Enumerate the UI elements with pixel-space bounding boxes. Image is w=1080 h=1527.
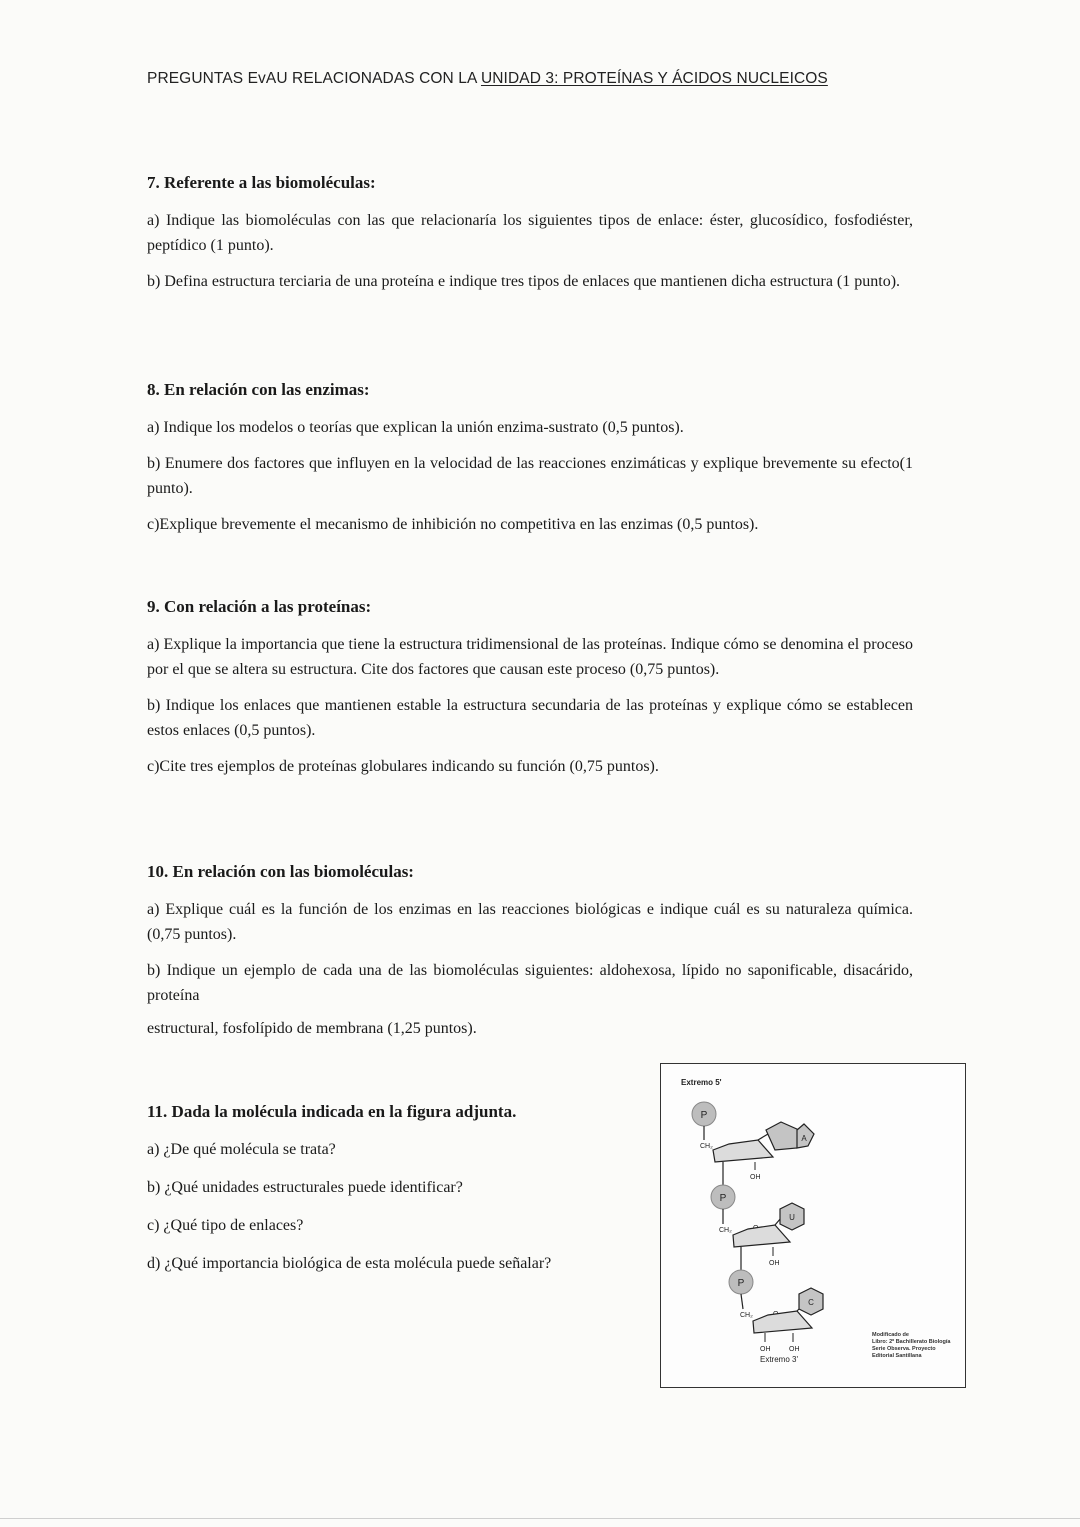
question-10-b-continued: estructural, fosfolípido de membrana (1,25 puntos). xyxy=(147,1020,477,1037)
ch2-3-label: CH₂ xyxy=(740,1312,753,1319)
question-11-title: 11. Dada la molécula indicada en la figura adjunta. xyxy=(147,1102,517,1121)
question-7-b: b) Defina estructura terciaria de una proteína e indique tres tipos de enlaces que mantienen dicha estructura (1 punto). xyxy=(147,273,901,290)
question-8-title: 8. En relación con las enzimas: xyxy=(147,380,370,399)
question-7 xyxy=(147,172,913,305)
question-11-d: d) ¿Qué importancia biológica de esta molécula puede señalar? xyxy=(147,1255,552,1272)
credit-line-2: Libro: 2º Bachillerato Biología xyxy=(872,1339,951,1345)
phosphate-2-label: P xyxy=(719,1193,727,1204)
question-10-b: b) Indique un ejemplo de cada una de las biomoléculas siguientes: aldohexosa, lípido no saponificable, disacárido, proteína xyxy=(147,962,913,1004)
bond-3 xyxy=(741,1294,743,1309)
question-10-title: 10. En relación con las biomoléculas: xyxy=(147,862,414,881)
question-9 xyxy=(147,596,913,790)
ribose-1 xyxy=(713,1140,773,1162)
phosphate-3-label: P xyxy=(737,1278,745,1289)
question-9-b: b) Indique los enlaces que mantienen estable la estructura secundaria de las proteínas y explique cómo se establecen estos enlaces (0,5 puntos). xyxy=(147,697,913,739)
page-edge-line xyxy=(0,1518,1080,1519)
base-c-label: C xyxy=(808,1298,814,1307)
question-7-title: 7. Referente a las biomoléculas: xyxy=(147,173,376,192)
oh-1-label: OH xyxy=(750,1174,761,1181)
question-9-title: 9. Con relación a las proteínas: xyxy=(147,597,372,616)
rna-figure xyxy=(660,1063,966,1388)
ribose-3 xyxy=(753,1311,812,1333)
header-prefix: PREGUNTAS EvAU RELACIONADAS CON LA xyxy=(147,70,481,87)
credit-line-3: Serie Observa. Proyecto xyxy=(872,1346,936,1352)
base-a-label: A xyxy=(801,1134,807,1143)
glycosidic-bond-1 xyxy=(758,1134,768,1140)
oh-3b-label: OH xyxy=(789,1346,800,1353)
question-11-c: c) ¿Qué tipo de enlaces? xyxy=(147,1217,304,1234)
question-9-c: c)Cite tres ejemplos de proteínas globulares indicando su función (0,75 puntos). xyxy=(147,758,659,775)
question-11-b: b) ¿Qué unidades estructurales puede identificar? xyxy=(147,1179,463,1196)
extremo-5-label: Extremo 5' xyxy=(681,1078,722,1087)
question-11 xyxy=(147,1101,652,1289)
phosphate-1-label: P xyxy=(700,1110,708,1121)
oh-2-label: OH xyxy=(769,1260,780,1267)
figure-credit xyxy=(872,1332,962,1360)
ch2-2-label: CH₂ xyxy=(719,1227,732,1234)
credit-line-4: Editorial Santillana xyxy=(872,1353,922,1359)
question-8-a: a) Indique los modelos o teorías que explican la unión enzima-sustrato (0,5 puntos). xyxy=(147,419,684,436)
credit-line-1: Modificado de xyxy=(872,1332,909,1338)
question-11-a: a) ¿De qué molécula se trata? xyxy=(147,1141,336,1158)
question-8-c: c)Explique brevemente el mecanismo de inhibición no competitiva en las enzimas (0,5 puntos). xyxy=(147,516,759,533)
question-8-b: b) Enumere dos factores que influyen en la velocidad de las reacciones enzimáticas y explique brevemente su efecto(1 punto). xyxy=(147,455,913,497)
oh-3a-label: OH xyxy=(760,1346,771,1353)
ch2-1-label: CH₂ xyxy=(700,1143,713,1150)
page-header xyxy=(147,70,828,88)
question-7-a: a) Indique las biomoléculas con las que relacionaría los siguientes tipos de enlace: éster, glucosídico, fosfodiéster, peptídico (1 punto). xyxy=(147,212,913,254)
extremo-3-label: Extremo 3' xyxy=(760,1355,798,1364)
question-10-a: a) Explique cuál es la función de los enzimas en las reacciones biológicas e indique cuál es su naturaleza química. (0,75 puntos). xyxy=(147,901,913,943)
base-a-ring-1 xyxy=(766,1122,799,1150)
question-8 xyxy=(147,379,913,548)
ribose-2 xyxy=(733,1225,790,1247)
base-u-label: U xyxy=(789,1213,795,1222)
header-unit: UNIDAD 3: PROTEÍNAS Y ÁCIDOS NUCLEICOS xyxy=(480,70,828,87)
question-10 xyxy=(147,861,913,1052)
question-9-a: a) Explique la importancia que tiene la estructura tridimensional de las proteínas. Indique cómo se denomina el proceso por el que se altera su estructura. Cite dos factores que causan este proceso (0,75 puntos). xyxy=(147,636,913,678)
